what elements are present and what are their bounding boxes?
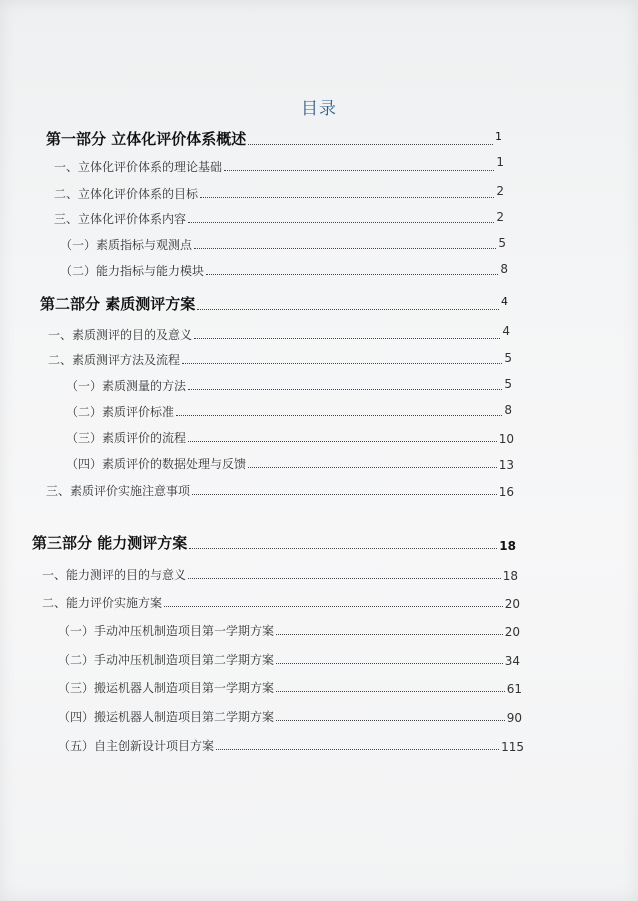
toc-leader-dots	[206, 274, 498, 275]
toc-entry-page: 90	[506, 711, 522, 725]
toc-entry-subsection[interactable]	[60, 262, 508, 279]
toc-entry-subsection[interactable]	[66, 455, 514, 472]
toc-leader-dots	[194, 338, 500, 339]
toc-entry-page: 16	[498, 485, 514, 499]
toc-entry-section[interactable]	[48, 351, 512, 368]
toc-entry-label: （五）自主创新设计项目方案	[58, 739, 215, 753]
toc-leader-dots	[197, 309, 499, 310]
toc-entry-label: （一）素质测量的方法	[66, 379, 187, 393]
toc-entry-page: 4	[501, 295, 508, 308]
toc-entry-page: 18	[502, 569, 518, 583]
toc-entry-section[interactable]	[54, 185, 504, 202]
toc-entry-part-2[interactable]	[40, 293, 508, 314]
toc-entry-page: 13	[498, 458, 514, 472]
toc-leader-dots	[276, 663, 503, 664]
toc-entry-label: （二）素质评价标准	[66, 405, 175, 419]
toc-entry-page: 5	[498, 236, 506, 250]
toc-entry-page: 8	[500, 262, 508, 276]
toc-entry-label: （一）素质指标与观测点	[60, 238, 193, 252]
toc-entry-page: 18	[499, 539, 516, 553]
toc-entry-page: 5	[504, 377, 512, 391]
toc-leader-dots	[224, 170, 494, 171]
toc-entry-page: 34	[504, 654, 520, 668]
toc-leader-dots	[216, 749, 499, 750]
toc-leader-dots	[276, 691, 505, 692]
toc-entry-label: 三、素质评价实施注意事项	[46, 484, 191, 498]
toc-entry-page: 20	[504, 597, 520, 611]
toc-leader-dots	[248, 467, 497, 468]
toc-entry-section[interactable]	[42, 566, 518, 583]
toc-entry-section[interactable]	[54, 210, 504, 227]
toc-leader-dots	[276, 634, 503, 635]
toc-entry-page: 10	[498, 432, 514, 446]
toc-leader-dots	[188, 441, 497, 442]
toc-entry-page: 2	[496, 184, 504, 198]
toc-entry-label: （三）素质评价的流程	[66, 431, 187, 445]
toc-entry-page: 115	[501, 740, 524, 754]
toc-entry-subsection[interactable]	[58, 679, 522, 696]
toc-entry-subsection[interactable]	[58, 737, 524, 754]
toc-entry-label: 一、立体化评价体系的理论基础	[54, 160, 223, 174]
toc-leader-dots	[194, 248, 496, 249]
toc-entry-label: （一）手动冲压机制造项目第一学期方案	[58, 624, 275, 638]
toc-entry-label: （二）能力指标与能力模块	[60, 264, 205, 278]
toc-entry-page: 1	[496, 155, 504, 169]
toc-entry-subsection[interactable]	[58, 622, 520, 639]
toc-entry-label: 一、素质测评的目的及意义	[48, 328, 193, 342]
toc-entry-subsection[interactable]	[66, 403, 512, 420]
toc-title: 目录	[301, 99, 337, 119]
toc-entry-subsection[interactable]	[58, 651, 520, 668]
toc-entry-page: 20	[504, 625, 520, 639]
toc-entry-label: 二、能力评价实施方案	[42, 596, 163, 610]
toc-entry-page: 1	[495, 130, 502, 143]
toc-leader-dots	[176, 415, 502, 416]
toc-entry-label: 一、能力测评的目的与意义	[42, 568, 187, 582]
toc-entry-label: 二、素质测评方法及流程	[48, 353, 181, 367]
toc-entry-label: 三、立体化评价体系内容	[54, 212, 187, 226]
toc-entry-section[interactable]	[54, 155, 504, 175]
toc-entry-label: （二）手动冲压机制造项目第二学期方案	[58, 653, 275, 667]
toc-entry-subsection[interactable]	[66, 429, 514, 446]
toc-entry-page: 2	[496, 210, 504, 224]
toc-entry-page: 4	[502, 324, 510, 338]
toc-entry-label: （四）素质评价的数据处理与反馈	[66, 457, 247, 471]
toc-entry-part-1[interactable]	[46, 128, 502, 149]
toc-entry-page: 61	[506, 682, 522, 696]
toc-entry-label: 第一部分 立体化评价体系概述	[46, 130, 247, 148]
toc-leader-dots	[276, 720, 505, 721]
toc-entry-section[interactable]	[46, 482, 514, 499]
toc-leader-dots	[192, 494, 497, 495]
toc-entry-section[interactable]	[48, 326, 510, 343]
toc-entry-page: 8	[504, 403, 512, 417]
toc-entry-subsection[interactable]	[66, 377, 512, 394]
toc-entry-label: （四）搬运机器人制造项目第二学期方案	[58, 710, 275, 724]
toc-entry-label: 第二部分 素质测评方案	[40, 295, 196, 313]
toc-leader-dots	[189, 548, 497, 549]
toc-leader-dots	[182, 363, 502, 364]
toc-leader-dots	[188, 578, 501, 579]
toc-entry-subsection[interactable]	[58, 708, 522, 725]
toc-leader-dots	[164, 606, 503, 607]
toc-leader-dots	[248, 144, 493, 145]
toc-leader-dots	[188, 389, 502, 390]
toc-leader-dots	[188, 222, 494, 223]
toc-entry-label: 第三部分 能力测评方案	[32, 534, 188, 552]
toc-entry-label: 二、立体化评价体系的目标	[54, 187, 199, 201]
toc-entry-section[interactable]	[42, 594, 520, 611]
toc-entry-subsection[interactable]	[60, 236, 506, 253]
toc-entry-part-3[interactable]	[32, 532, 516, 553]
toc-leader-dots	[200, 197, 494, 198]
toc-entry-label: （三）搬运机器人制造项目第一学期方案	[58, 681, 275, 695]
toc-entry-page: 5	[504, 351, 512, 365]
